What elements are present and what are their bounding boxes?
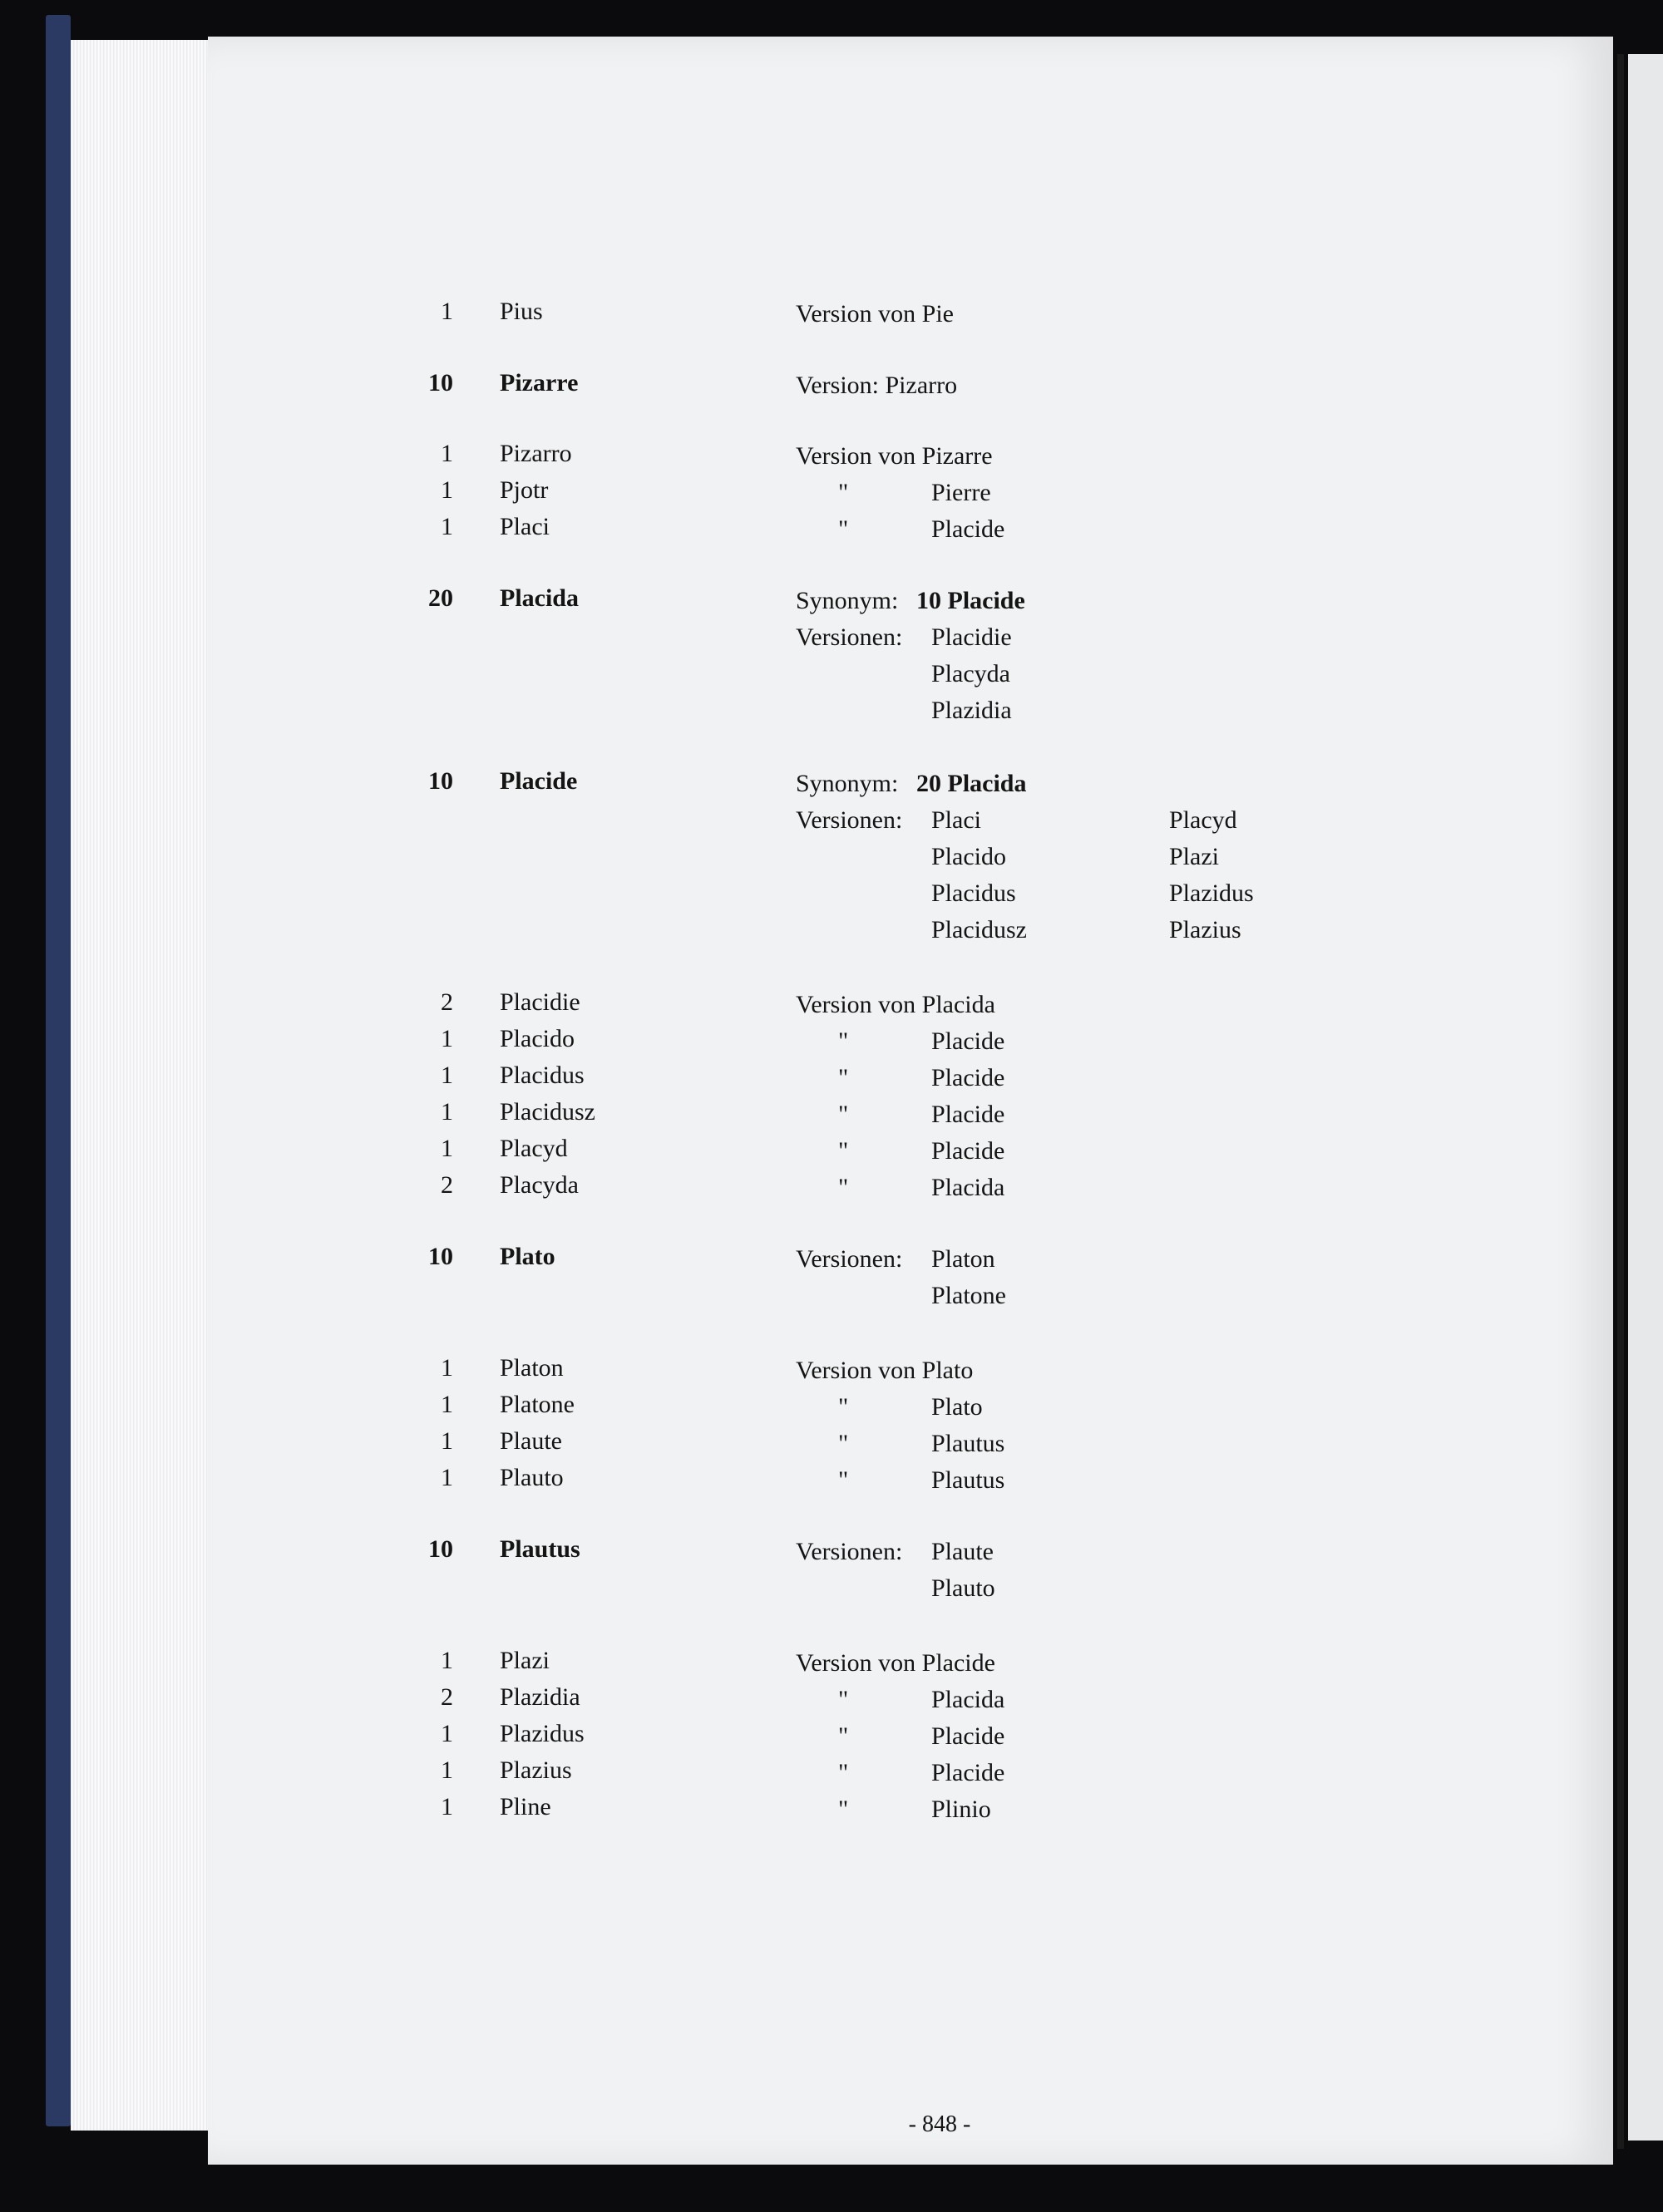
entry-name: Pizarre	[500, 369, 579, 397]
entry-description: Version von Plato	[796, 1357, 974, 1384]
entry-name: Plato	[500, 1243, 555, 1270]
entry-name: Pius	[500, 298, 543, 325]
version-value: Plazius	[1169, 916, 1241, 943]
ditto-mark: "	[838, 1686, 849, 1713]
ditto-mark: "	[838, 1137, 849, 1165]
facing-page-edge	[1628, 54, 1663, 2141]
entry-count: 1	[441, 476, 453, 504]
entry-reference: Plautus	[931, 1430, 1005, 1457]
entry-name: Placi	[500, 513, 550, 540]
entry-reference: Plinio	[931, 1796, 991, 1823]
entry-reference: Placide	[931, 1759, 1005, 1786]
entry-count: 2	[441, 1683, 453, 1711]
ditto-mark: "	[838, 1722, 849, 1750]
entry-name: Placidusz	[500, 1098, 595, 1126]
synonym-label: Synonym:	[796, 770, 899, 797]
synonym-label: Synonym:	[796, 587, 899, 614]
version-value: Plaute	[931, 1538, 994, 1565]
ditto-mark: "	[838, 1466, 849, 1494]
ditto-mark: "	[838, 1430, 849, 1457]
entry-count: 1	[441, 1647, 453, 1674]
entry-name: Plazidus	[500, 1720, 585, 1747]
entry-name: Platon	[500, 1354, 564, 1382]
version-value: Placidus	[931, 879, 1016, 907]
entry-name: Plauto	[500, 1464, 564, 1491]
version-value: Placyd	[1169, 806, 1237, 834]
entry-count: 1	[441, 1391, 453, 1418]
synonym-value: 20 Placida	[916, 770, 1027, 797]
entry-name: Placidus	[500, 1062, 585, 1089]
entry-name: Placyd	[500, 1135, 568, 1162]
entry-count: 10	[428, 767, 453, 795]
synonym-value: 10 Placide	[916, 587, 1025, 614]
entry-description: Version von Placide	[796, 1649, 995, 1677]
entry-name: Placido	[500, 1025, 575, 1052]
ditto-mark: "	[838, 1393, 849, 1421]
entry-count: 1	[441, 1720, 453, 1747]
ditto-mark: "	[838, 1101, 849, 1128]
ditto-mark: "	[838, 1027, 849, 1055]
entry-count: 10	[428, 1535, 453, 1563]
ditto-mark: "	[838, 1759, 849, 1786]
entry-count: 1	[441, 1062, 453, 1089]
version-value: Plazi	[1169, 843, 1219, 870]
entry-reference: Placide	[931, 1027, 1005, 1055]
version-value: Platon	[931, 1245, 995, 1273]
entry-reference: Placide	[931, 1064, 1005, 1091]
entry-reference: Plautus	[931, 1466, 1005, 1494]
entry-reference: Placide	[931, 1722, 1005, 1750]
entry-count: 1	[441, 1098, 453, 1126]
entry-name: Plazi	[500, 1647, 550, 1674]
entry-name: Pizarro	[500, 440, 572, 467]
entry-reference: Pierre	[931, 479, 991, 506]
entry-reference: Placida	[931, 1174, 1005, 1201]
entry-name: Placide	[500, 767, 578, 795]
entry-reference: Plato	[931, 1393, 983, 1421]
version-value: Plazidus	[1169, 879, 1254, 907]
entry-name: Placidie	[500, 988, 580, 1016]
entry-count: 1	[441, 1464, 453, 1491]
entry-count: 10	[428, 1243, 453, 1270]
entry-count: 1	[441, 1756, 453, 1784]
entry-description: Version von Placida	[796, 991, 995, 1018]
entry-name: Plazidia	[500, 1683, 580, 1711]
entry-name: Pjotr	[500, 476, 549, 504]
version-value: Placido	[931, 843, 1006, 870]
version-value: Plauto	[931, 1574, 995, 1602]
entry-description: Version: Pizarro	[796, 372, 958, 399]
version-value: Platone	[931, 1282, 1006, 1309]
versions-label: Versionen:	[796, 806, 903, 834]
page-edges	[71, 40, 216, 2131]
version-value: Placidie	[931, 623, 1012, 651]
spine-shadow	[1617, 54, 1624, 2149]
entry-count: 2	[441, 1171, 453, 1199]
entry-count: 1	[441, 513, 453, 540]
book-cover	[46, 15, 71, 2126]
entry-reference: Placide	[931, 1101, 1005, 1128]
version-value: Placi	[931, 806, 981, 834]
entry-count: 20	[428, 584, 453, 612]
entry-count: 10	[428, 369, 453, 397]
entry-count: 1	[441, 1025, 453, 1052]
entry-count: 1	[441, 298, 453, 325]
entry-count: 1	[441, 1793, 453, 1820]
entry-name: Platone	[500, 1391, 575, 1418]
entry-count: 1	[441, 1427, 453, 1455]
entry-count: 1	[441, 1354, 453, 1382]
versions-label: Versionen:	[796, 1538, 903, 1565]
entry-name: Placyda	[500, 1171, 579, 1199]
ditto-mark: "	[838, 479, 849, 506]
ditto-mark: "	[838, 1796, 849, 1823]
entry-count: 1	[441, 440, 453, 467]
entry-reference: Placide	[931, 1137, 1005, 1165]
entry-reference: Placida	[931, 1686, 1005, 1713]
ditto-mark: "	[838, 1064, 849, 1091]
entry-name: Plaute	[500, 1427, 562, 1455]
entry-count: 1	[441, 1135, 453, 1162]
version-value: Plazidia	[931, 697, 1012, 724]
ditto-mark: "	[838, 1174, 849, 1201]
ditto-mark: "	[838, 515, 849, 543]
page-number: - 848 -	[908, 2111, 971, 2137]
entry-name: Pline	[500, 1793, 551, 1820]
versions-label: Versionen:	[796, 1245, 903, 1273]
entry-name: Plautus	[500, 1535, 580, 1563]
entry-name: Placida	[500, 584, 579, 612]
entry-reference: Placide	[931, 515, 1005, 543]
versions-label: Versionen:	[796, 623, 903, 651]
entry-description: Version von Pizarre	[796, 442, 993, 470]
entry-name: Plazius	[500, 1756, 572, 1784]
version-value: Placyda	[931, 660, 1010, 687]
version-value: Placidusz	[931, 916, 1027, 943]
entry-count: 2	[441, 988, 453, 1016]
entry-description: Version von Pie	[796, 300, 954, 328]
